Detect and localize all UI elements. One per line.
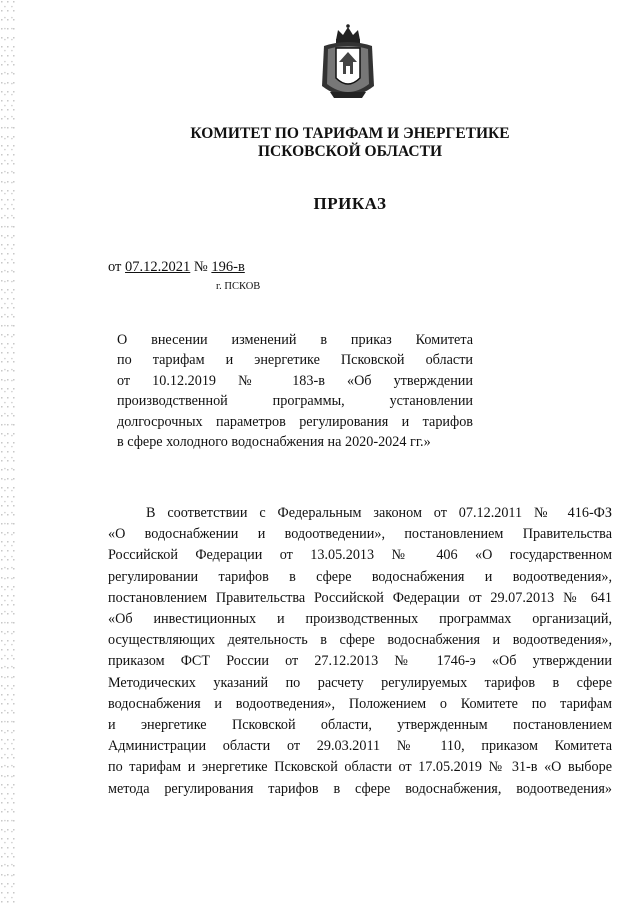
subject-line: долгосрочных параметров регулирования и тарифов [117,413,473,430]
subject-line: производственной программы, установлении [117,393,473,410]
number-sign: № [193,259,208,275]
body-line: приказом ФСТ России от 27.12.2013 № 1746-э «Об утверждении [108,653,612,670]
order-date-number [108,259,245,276]
order-body [108,503,612,800]
subject-line: от 10.12.2019 № 183-в «Об утверждении [117,372,473,389]
coat-of-arms-icon [316,22,380,106]
organization-name-line2: ПСКОВСКОЙ ОБЛАСТИ [257,143,442,160]
order-number: 196-в [211,259,245,275]
subject-line: О внесении изменений в приказ Комитета [117,332,473,348]
body-line: по тарифам и энергетике Псковской области от 17.05.2019 № 31-в «О выборе [108,759,612,776]
document-type: ПРИКАЗ [313,194,387,213]
body-line: «Об инвестиционных и производственных программах организаций, [108,611,612,628]
order-date: 07.12.2021 [125,259,191,275]
body-line: метода регулирования тарифов в сфере водоснабжения, водоотведения» [108,780,612,797]
subject-line: по тарифам и энергетике Псковской области [117,352,473,369]
body-line: «О водоснабжении и водоотведении», постановлением Правительства [108,526,612,543]
city: г. ПСКОВ [216,281,261,292]
body-line: осуществляющих деятельность в сфере водоснабжения и водоотведения», [108,632,612,649]
body-line: регулировании тарифов в сфере водоснабжения и водоотведения», [108,568,612,585]
subject-line: в сфере холодного водоснабжения на 2020-2024 гг.» [117,434,431,451]
body-line: Методических указаний по расчету регулируемых тарифов в сфере [108,674,612,691]
body-line: постановлением Правительства Российской Федерации от 29.07.2013 № 641 [108,589,612,606]
scan-edge [0,0,16,905]
organization-name-line1: КОМИТЕТ ПО ТАРИФАМ И ЭНЕРГЕТИКЕ [190,125,510,142]
body-line: Администрации области от 29.03.2011 № 110, приказом Комитета [108,738,612,755]
body-line: водоснабжения и водоотведения», Положением о Комитете по тарифам [108,695,612,712]
date-prefix: от [108,259,122,275]
body-line: В соответствии с Федеральным законом от 07.12.2011 № 416-ФЗ [146,505,612,521]
body-line: Российской Федерации от 13.05.2013 № 406 «О государственном [108,547,612,564]
order-subject [117,330,473,452]
body-line: и энергетике Псковской области, утвержденным постановлением [108,717,612,734]
